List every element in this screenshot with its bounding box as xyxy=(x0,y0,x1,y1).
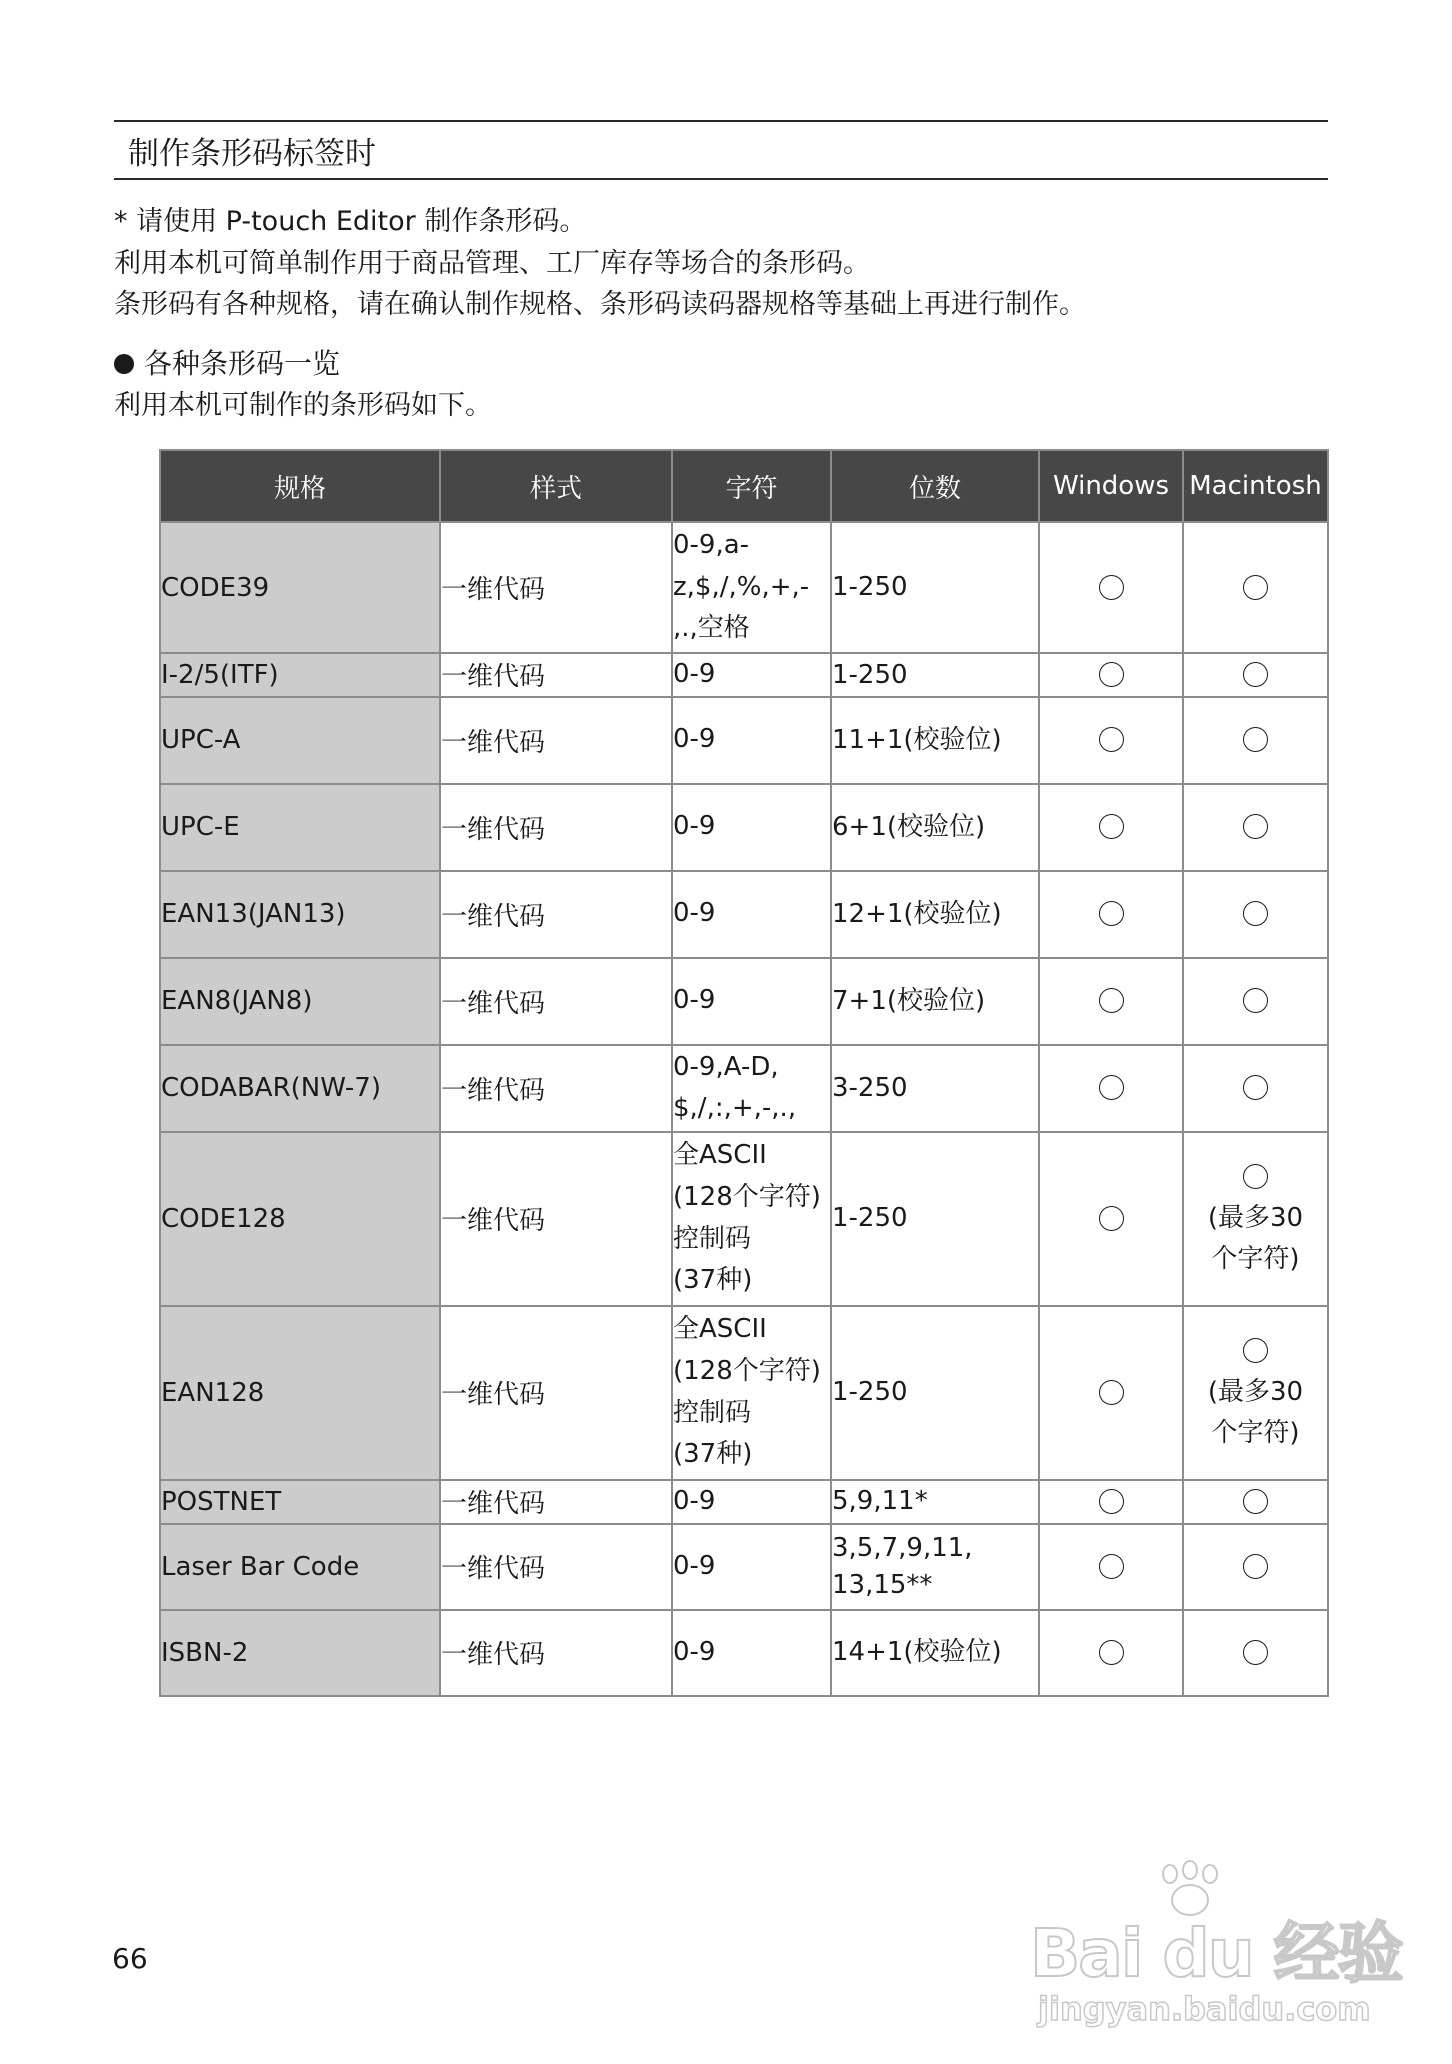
macintosh-supported xyxy=(1183,1524,1328,1610)
windows-supported xyxy=(1039,697,1183,784)
digits-value: 5,9,11* xyxy=(831,1480,1039,1524)
sub-heading-text: 各种条形码一览 xyxy=(144,347,341,380)
supported-circle-icon xyxy=(1243,988,1268,1013)
style-value: 一维代码 xyxy=(440,871,672,958)
style-value: 一维代码 xyxy=(440,1045,672,1132)
style-value: 一维代码 xyxy=(440,653,672,697)
mac-limit-note: (最多30 xyxy=(1207,1376,1304,1407)
title-underline xyxy=(114,178,1328,180)
header-spec: 规格 xyxy=(160,450,440,522)
supported-circle-icon xyxy=(1243,575,1268,600)
macintosh-supported xyxy=(1183,958,1328,1045)
chars-value: 0-9 xyxy=(672,958,831,1045)
macintosh-supported xyxy=(1183,784,1328,871)
table-row xyxy=(160,522,1328,653)
caution-paragraph: 条形码有各种规格，请在确认制作规格、条形码读码器规格等基础上再进行制作。 xyxy=(114,289,1086,320)
supported-circle-icon xyxy=(1243,901,1268,926)
supported-circle-icon xyxy=(1243,727,1268,752)
style-value: 一维代码 xyxy=(440,697,672,784)
table-row xyxy=(160,784,1328,871)
table-row xyxy=(160,1132,1328,1306)
header-windows: Windows xyxy=(1039,450,1183,522)
spec-name: Laser Bar Code xyxy=(160,1524,440,1610)
supported-circle-icon xyxy=(1099,1380,1124,1405)
table-row xyxy=(160,1045,1328,1132)
header-style: 样式 xyxy=(440,450,672,522)
header-macintosh: Macintosh xyxy=(1183,450,1328,522)
supported-circle-icon xyxy=(1243,662,1268,687)
style-value: 一维代码 xyxy=(440,1306,672,1480)
intro-paragraph: 利用本机可制作的条形码如下。 xyxy=(114,390,492,421)
supported-circle-icon xyxy=(1099,727,1124,752)
baidu-watermark xyxy=(1030,1860,1402,2050)
spec-name: ISBN-2 xyxy=(160,1610,440,1696)
chars-value: 0-9,A-D, $,/,:,+,-,., xyxy=(672,1045,831,1132)
supported-circle-icon xyxy=(1243,1554,1268,1579)
digits-value: 3,5,7,9,11, 13,15** xyxy=(831,1524,1039,1610)
supported-circle-icon xyxy=(1099,814,1124,839)
supported-circle-icon xyxy=(1099,1206,1124,1231)
chars-value: 0-9 xyxy=(672,1610,831,1696)
table-row xyxy=(160,958,1328,1045)
barcode-spec-table xyxy=(159,449,1329,1697)
macintosh-supported xyxy=(1183,871,1328,958)
windows-supported xyxy=(1039,1610,1183,1696)
table-row xyxy=(160,871,1328,958)
chars-value: 全ASCII (128个字符) 控制码 (37种) xyxy=(672,1132,831,1306)
table-row xyxy=(160,1480,1328,1524)
style-value: 一维代码 xyxy=(440,1480,672,1524)
windows-supported xyxy=(1039,653,1183,697)
supported-circle-icon xyxy=(1243,1640,1268,1665)
sub-heading xyxy=(114,342,340,382)
chars-value: 0-9 xyxy=(672,1480,831,1524)
chars-value: 全ASCII (128个字符) 控制码 (37种) xyxy=(672,1306,831,1480)
chars-value: 0-9 xyxy=(672,1524,831,1610)
watermark-brand: Bai du 经验 xyxy=(1030,1915,1402,1992)
windows-supported xyxy=(1039,522,1183,653)
digits-value: 1-250 xyxy=(831,653,1039,697)
spec-name: UPC-E xyxy=(160,784,440,871)
note-paragraph: * 请使用 P-touch Editor 制作条形码。 xyxy=(114,206,587,237)
supported-circle-icon xyxy=(1099,662,1124,687)
macintosh-supported xyxy=(1183,1132,1328,1306)
windows-supported xyxy=(1039,1132,1183,1306)
digits-value: 1-250 xyxy=(831,1132,1039,1306)
windows-supported xyxy=(1039,1524,1183,1610)
top-rule xyxy=(114,120,1328,122)
supported-circle-icon xyxy=(1099,1554,1124,1579)
digits-value: 6+1(校验位) xyxy=(831,784,1039,871)
mac-limit-note: 个字符) xyxy=(1211,1244,1300,1275)
windows-supported xyxy=(1039,958,1183,1045)
chars-value: 0-9,a- z,$,/,%,+,- ,.,空格 xyxy=(672,522,831,653)
mac-limit-note: (最多30 xyxy=(1207,1202,1304,1233)
description-paragraph: 利用本机可简单制作用于商品管理、工厂库存等场合的条形码。 xyxy=(114,248,870,279)
digits-value: 7+1(校验位) xyxy=(831,958,1039,1045)
header-chars: 字符 xyxy=(672,450,831,522)
supported-circle-icon xyxy=(1243,1164,1268,1189)
spec-name: CODABAR(NW-7) xyxy=(160,1045,440,1132)
chars-value: 0-9 xyxy=(672,871,831,958)
macintosh-supported xyxy=(1183,653,1328,697)
spec-name: POSTNET xyxy=(160,1480,440,1524)
supported-circle-icon xyxy=(1243,1075,1268,1100)
spec-name: CODE128 xyxy=(160,1132,440,1306)
macintosh-supported xyxy=(1183,522,1328,653)
mac-limit-note: 个字符) xyxy=(1211,1418,1300,1449)
spec-name: EAN128 xyxy=(160,1306,440,1480)
digits-value: 1-250 xyxy=(831,522,1039,653)
macintosh-supported xyxy=(1183,1045,1328,1132)
windows-supported xyxy=(1039,871,1183,958)
table-row xyxy=(160,653,1328,697)
style-value: 一维代码 xyxy=(440,1524,672,1610)
chars-value: 0-9 xyxy=(672,653,831,697)
digits-value: 11+1(校验位) xyxy=(831,697,1039,784)
supported-circle-icon xyxy=(1243,1338,1268,1363)
spec-name: EAN8(JAN8) xyxy=(160,958,440,1045)
section-title: 制作条形码标签时 xyxy=(128,136,376,172)
style-value: 一维代码 xyxy=(440,958,672,1045)
windows-supported xyxy=(1039,784,1183,871)
spec-name: EAN13(JAN13) xyxy=(160,871,440,958)
bullet-icon xyxy=(114,354,134,374)
page-number: 66 xyxy=(112,1942,148,1975)
macintosh-supported xyxy=(1183,1306,1328,1480)
supported-circle-icon xyxy=(1099,901,1124,926)
macintosh-supported xyxy=(1183,697,1328,784)
windows-supported xyxy=(1039,1045,1183,1132)
supported-circle-icon xyxy=(1243,1489,1268,1514)
table-row xyxy=(160,1306,1328,1480)
digits-value: 1-250 xyxy=(831,1306,1039,1480)
macintosh-supported xyxy=(1183,1610,1328,1696)
supported-circle-icon xyxy=(1099,1640,1124,1665)
watermark-url: jingyan.baidu.com xyxy=(1038,1990,1371,2028)
supported-circle-icon xyxy=(1099,1075,1124,1100)
digits-value: 3-250 xyxy=(831,1045,1039,1132)
macintosh-supported xyxy=(1183,1480,1328,1524)
supported-circle-icon xyxy=(1243,814,1268,839)
table-row xyxy=(160,1610,1328,1696)
windows-supported xyxy=(1039,1306,1183,1480)
header-digits: 位数 xyxy=(831,450,1039,522)
style-value: 一维代码 xyxy=(440,1610,672,1696)
supported-circle-icon xyxy=(1099,988,1124,1013)
style-value: 一维代码 xyxy=(440,522,672,653)
spec-name: UPC-A xyxy=(160,697,440,784)
chars-value: 0-9 xyxy=(672,697,831,784)
windows-supported xyxy=(1039,1480,1183,1524)
spec-name: CODE39 xyxy=(160,522,440,653)
table-row xyxy=(160,1524,1328,1610)
table-row xyxy=(160,697,1328,784)
supported-circle-icon xyxy=(1099,1489,1124,1514)
style-value: 一维代码 xyxy=(440,784,672,871)
supported-circle-icon xyxy=(1099,575,1124,600)
digits-value: 12+1(校验位) xyxy=(831,871,1039,958)
chars-value: 0-9 xyxy=(672,784,831,871)
table-header-row xyxy=(160,450,1328,522)
style-value: 一维代码 xyxy=(440,1132,672,1306)
spec-name: I-2/5(ITF) xyxy=(160,653,440,697)
digits-value: 14+1(校验位) xyxy=(831,1610,1039,1696)
